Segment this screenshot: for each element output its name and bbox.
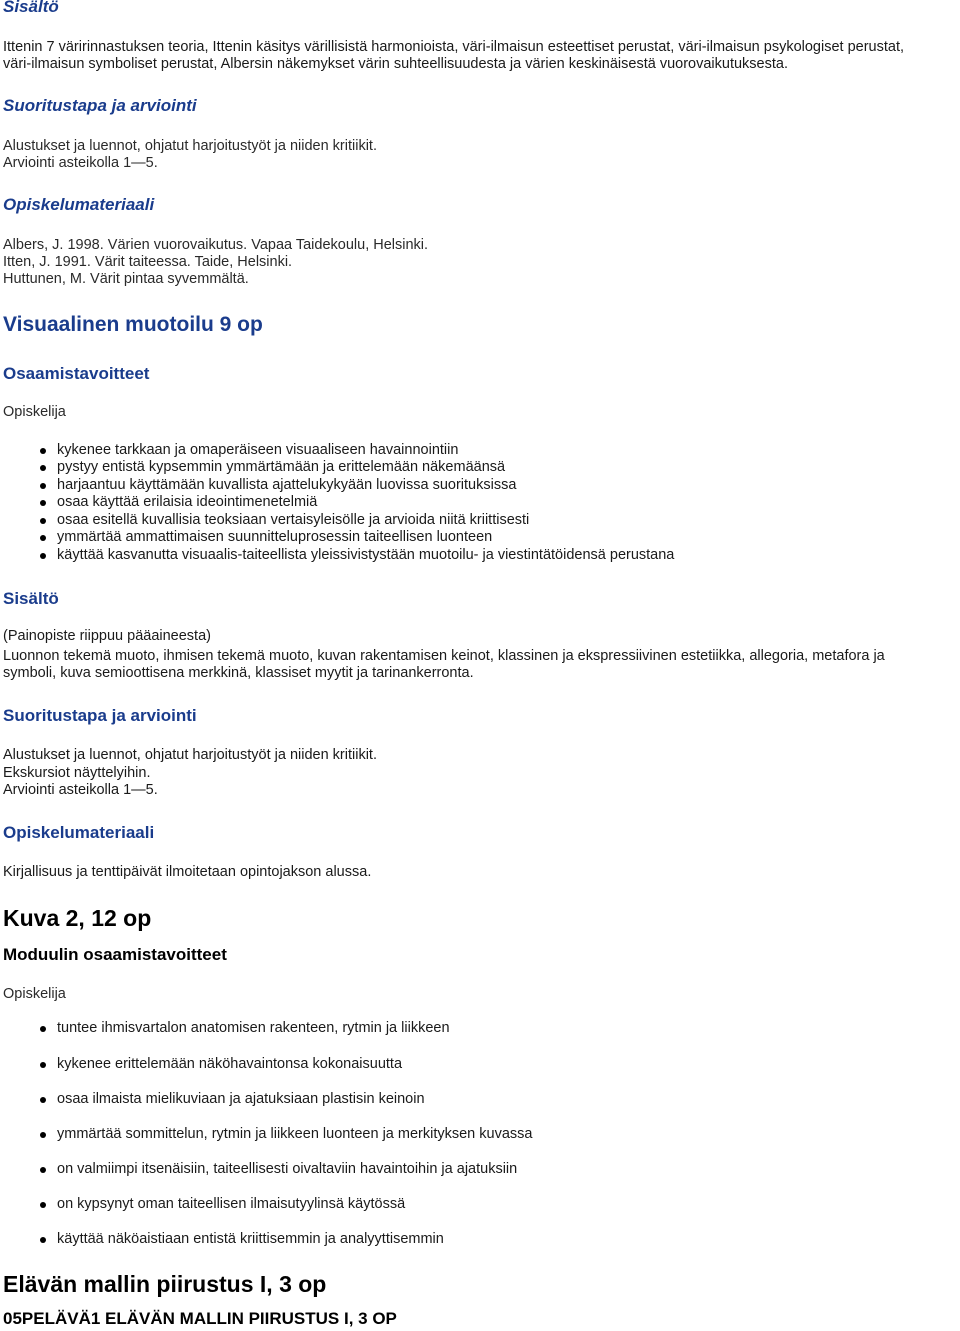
assessment2-line-1: Alustukset ja luennot, ohjatut harjoitustyöt ja niiden kritiikit. xyxy=(3,747,377,763)
course-title-elavan-mallin-piirustus: Elävän mallin piirustus I, 3 op xyxy=(3,1271,327,1297)
material-line-2: Itten, J. 1991. Värit taiteessa. Taide, Helsinki. xyxy=(3,254,293,270)
materials2-line: Kirjallisuus ja tenttipäivät ilmoitetaan opintojakson alussa. xyxy=(3,864,372,880)
list-item: käyttää kasvanutta visuaalis-taiteellista yleissivistystään muotoilu- ja viestintätöidensä perustana xyxy=(57,547,675,563)
list-item: tuntee ihmisvartalon anatomisen rakenteen, rytmin ja liikkeen xyxy=(57,1020,450,1036)
list-item: osaa käyttää erilaisia ideointimenetelmiä xyxy=(57,494,318,510)
course-title-kuva-2: Kuva 2, 12 op xyxy=(3,905,152,931)
assessment-line-1: Alustukset ja luennot, ohjatut harjoitustyöt ja niiden kritiikit. xyxy=(3,138,377,154)
course-title-visuaalinen-muotoilu: Visuaalinen muotoilu 9 op xyxy=(3,313,263,336)
list-item: osaa esitellä kuvallisia teoksiaan vertaisyleisölle ja arvioida niitä kriittisesti xyxy=(57,512,530,528)
assessment-line-2: Arviointi asteikolla 1—5. xyxy=(3,155,158,171)
content-line-1: Ittenin 7 väririnnastuksen teoria, Ittenin käsitys värillisistä harmonioista, väri-ilmaisun esteettiset perustat, väri-ilmaisun psykologiset perustat, xyxy=(3,39,904,55)
content2-line-3: symboli, kuva semioottisena merkkinä, klassiset myytit ja tarinankerronta. xyxy=(3,665,474,681)
list-item: kykenee erittelemään näköhavaintonsa kokonaisuutta xyxy=(57,1056,403,1072)
content-line-2: väri-ilmaisun symboliset perustat, Albersin näkemykset värin suhteellisuudesta ja värien keskinäisestä vuorovaikutuksesta. xyxy=(3,56,788,72)
assessment2-line-2: Ekskursiot näyttelyihin. xyxy=(3,765,151,781)
list-item: osaa ilmaista mielikuviaan ja ajatuksiaan plastisin keinoin xyxy=(57,1091,425,1107)
section-heading-objectives: Osaamistavoitteet xyxy=(3,364,150,383)
student-label: Opiskelija xyxy=(3,404,66,420)
list-item: pystyy entistä kypsemmin ymmärtämään ja erittelemään näkemäänsä xyxy=(57,459,506,475)
section-heading-content: Sisältö xyxy=(3,0,59,16)
student-label-2: Opiskelija xyxy=(3,986,66,1002)
list-item: on valmiimpi itsenäisiin, taiteellisesti oivaltaviin havaintoihin ja ajatuksiin xyxy=(57,1161,518,1177)
section-heading-content-2: Sisältö xyxy=(3,589,59,608)
list-item: harjaantuu käyttämään kuvallista ajattelukykyään luovissa suorituksissa xyxy=(57,477,517,493)
material-line-3: Huttunen, M. Värit pintaa syvemmältä. xyxy=(3,271,249,287)
course-code-line: 05PELÄVÄ1 ELÄVÄN MALLIN PIIRUSTUS I, 3 OP xyxy=(3,1309,397,1328)
content2-line-1: (Painopiste riippuu pääaineesta) xyxy=(3,628,211,644)
section-heading-assessment: Suoritustapa ja arviointi xyxy=(3,96,197,115)
list-item: kykenee tarkkaan ja omaperäiseen visuaaliseen havainnointiin xyxy=(57,442,459,458)
assessment2-line-3: Arviointi asteikolla 1—5. xyxy=(3,782,158,798)
section-heading-materials: Opiskelumateriaali xyxy=(3,195,155,214)
section-heading-module-objectives: Moduulin osaamistavoitteet xyxy=(3,945,227,964)
list-item: käyttää näköaistiaan entistä kriittisemmin ja analyyttisemmin xyxy=(57,1231,444,1247)
material-line-1: Albers, J. 1998. Värien vuorovaikutus. Vapaa Taidekoulu, Helsinki. xyxy=(3,237,429,253)
list-item: on kypsynyt oman taiteellisen ilmaisutyylinsä käytössä xyxy=(57,1196,406,1212)
content2-line-2: Luonnon tekemä muoto, ihmisen tekemä muoto, kuvan rakentamisen keinot, klassinen ja ekspressiivinen estetiikka, allegoria, metafora ja xyxy=(3,648,885,664)
list-item: ymmärtää sommittelun, rytmin ja liikkeen luonteen ja merkityksen kuvassa xyxy=(57,1126,533,1142)
section-heading-materials-2: Opiskelumateriaali xyxy=(3,823,155,842)
list-item: ymmärtää ammattimaisen suunnitteluprosessin taiteellisen luonteen xyxy=(57,529,493,545)
section-heading-assessment-2: Suoritustapa ja arviointi xyxy=(3,706,197,725)
